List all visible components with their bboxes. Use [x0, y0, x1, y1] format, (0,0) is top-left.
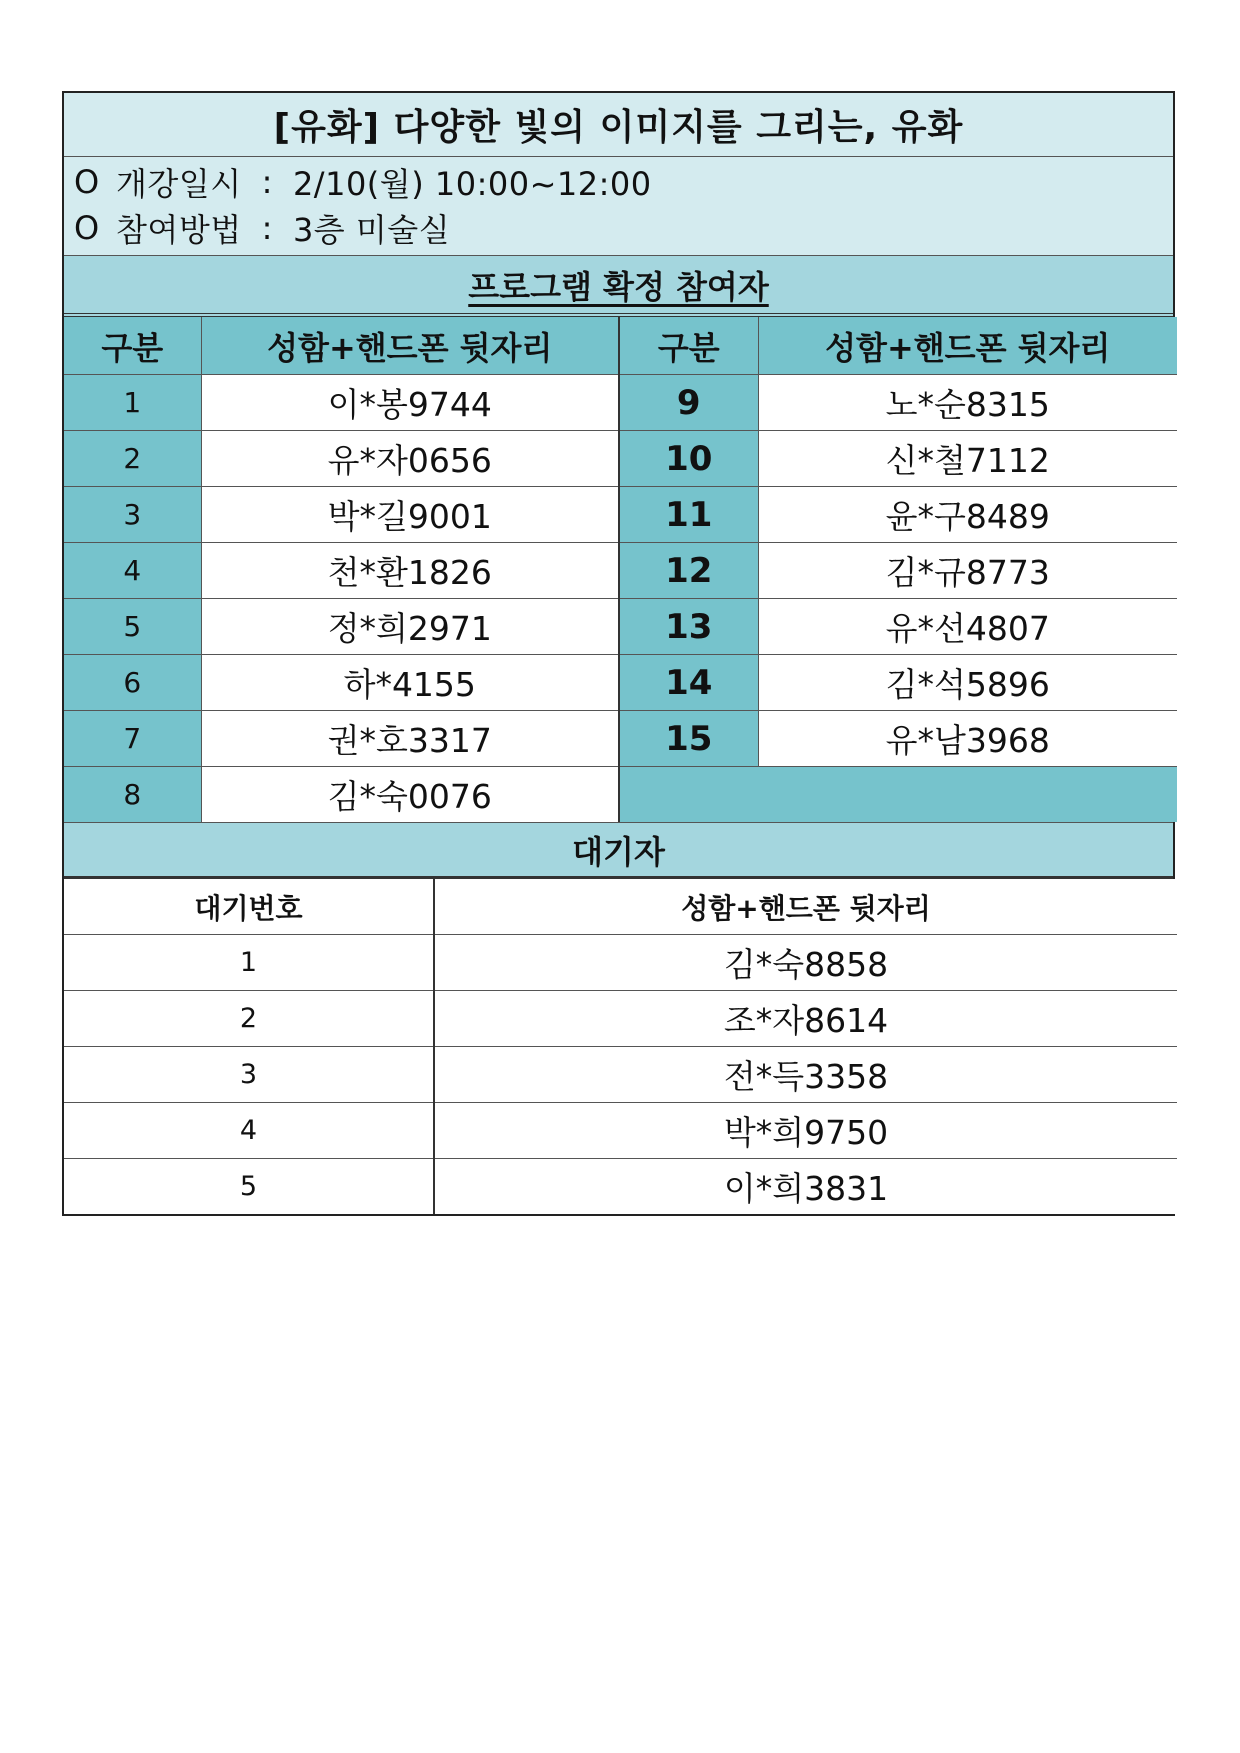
participant-number: 13 [619, 599, 758, 655]
participant-name: 신*철7112 [758, 431, 1177, 487]
participant-name: 유*선4807 [758, 599, 1177, 655]
participant-name: 윤*구8489 [758, 487, 1177, 543]
participant-number: 9 [619, 375, 758, 431]
participant-name: 김*규8773 [758, 543, 1177, 599]
participant-name: 이*봉9744 [201, 375, 619, 431]
table-row [64, 1047, 1177, 1103]
info-colon: : [261, 209, 273, 247]
table-row [64, 599, 1177, 655]
participant-number: 1 [64, 375, 201, 431]
participant-number: 4 [64, 543, 201, 599]
participant-number: 7 [64, 711, 201, 767]
header-name-phone: 성함+핸드폰 뒷자리 [201, 317, 619, 375]
waiting-name: 조*자8614 [434, 991, 1177, 1047]
empty-cell [619, 767, 1177, 823]
confirmed-heading-text: 프로그램 확정 참여자 [468, 267, 769, 306]
table-row [64, 431, 1177, 487]
confirmed-header-row [64, 317, 1177, 375]
info-value: 3층 미술실 [292, 211, 451, 249]
participant-number: 11 [619, 487, 758, 543]
table-row [64, 543, 1177, 599]
table-row [64, 1159, 1177, 1215]
waiting-table [64, 879, 1177, 1214]
info-bullet: O [74, 163, 100, 201]
info-label: 참여방법 [116, 211, 242, 249]
participant-name: 유*자0656 [201, 431, 619, 487]
waiting-number: 3 [64, 1047, 434, 1103]
info-line-schedule [74, 159, 1173, 205]
confirmed-table [64, 317, 1177, 822]
info-label: 개강일시 [116, 165, 242, 203]
header-waiting-number: 대기번호 [64, 879, 434, 935]
waiting-number: 2 [64, 991, 434, 1047]
participant-name: 김*숙0076 [201, 767, 619, 823]
info-value: 2/10(월) 10:00~12:00 [292, 165, 652, 203]
participant-name: 김*석5896 [758, 655, 1177, 711]
info-bullet: O [74, 209, 100, 247]
participant-number: 14 [619, 655, 758, 711]
table-row [64, 935, 1177, 991]
waiting-name: 전*득3358 [434, 1047, 1177, 1103]
confirmed-section-heading [64, 256, 1173, 317]
participant-number: 12 [619, 543, 758, 599]
table-row [64, 375, 1177, 431]
waiting-heading-text: 대기자 [572, 832, 665, 871]
waiting-header-row [64, 879, 1177, 935]
info-line-location [74, 205, 1173, 251]
waiting-name: 박*희9750 [434, 1103, 1177, 1159]
participant-name: 정*희2971 [201, 599, 619, 655]
participant-sheet [62, 91, 1175, 1216]
participant-number: 2 [64, 431, 201, 487]
waiting-section-heading [64, 822, 1173, 879]
participant-number: 15 [619, 711, 758, 767]
participant-number: 10 [619, 431, 758, 487]
participant-name: 노*순8315 [758, 375, 1177, 431]
waiting-number: 4 [64, 1103, 434, 1159]
waiting-name: 김*숙8858 [434, 935, 1177, 991]
document-title: [유화] 다양한 빛의 이미지를 그리는, 유화 [64, 93, 1173, 157]
waiting-number: 1 [64, 935, 434, 991]
table-row [64, 711, 1177, 767]
header-name-phone: 성함+핸드폰 뒷자리 [758, 317, 1177, 375]
header-category: 구분 [619, 317, 758, 375]
info-colon: : [261, 163, 273, 201]
header-category: 구분 [64, 317, 201, 375]
participant-name: 유*남3968 [758, 711, 1177, 767]
participant-name: 하*4155 [201, 655, 619, 711]
header-name-phone: 성함+핸드폰 뒷자리 [434, 879, 1177, 935]
participant-name: 박*길9001 [201, 487, 619, 543]
table-row [64, 655, 1177, 711]
participant-number: 3 [64, 487, 201, 543]
table-row [64, 1103, 1177, 1159]
participant-name: 권*호3317 [201, 711, 619, 767]
table-row [64, 487, 1177, 543]
participant-number: 8 [64, 767, 201, 823]
table-row [64, 991, 1177, 1047]
participant-number: 5 [64, 599, 201, 655]
waiting-number: 5 [64, 1159, 434, 1215]
course-info [64, 157, 1173, 256]
participant-name: 천*환1826 [201, 543, 619, 599]
waiting-name: 이*희3831 [434, 1159, 1177, 1215]
table-row [64, 767, 1177, 823]
participant-number: 6 [64, 655, 201, 711]
